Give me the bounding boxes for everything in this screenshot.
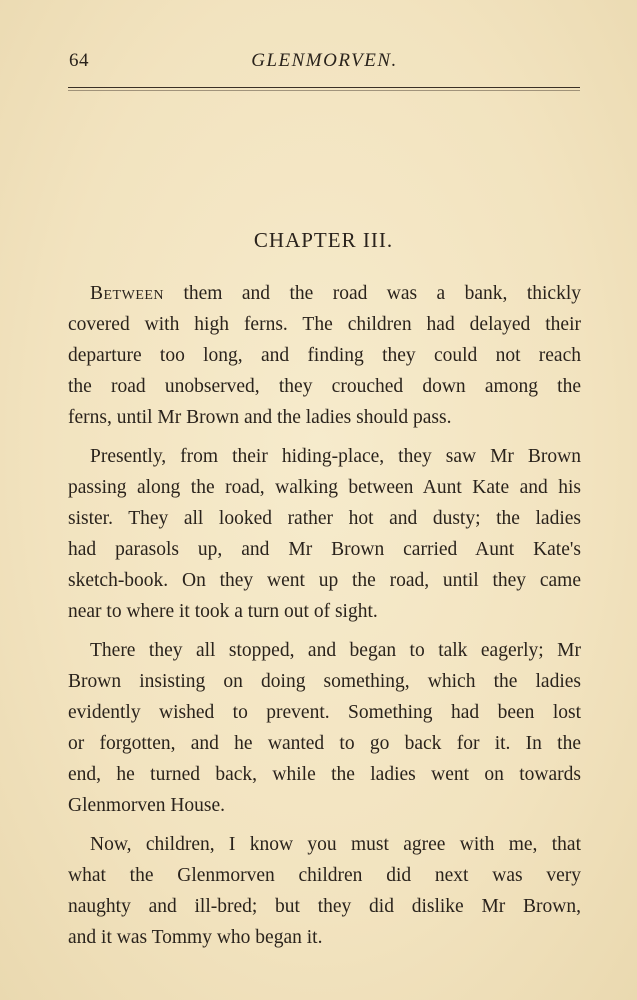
text-line: ferns, until Mr Brown and the ladies should pass. xyxy=(68,407,452,428)
text-line: evidently wished to prevent. Something had been lost xyxy=(68,702,581,723)
text-line: the road unobserved, they crouched down among the xyxy=(68,376,581,397)
text-line xyxy=(68,278,581,309)
header-rule-shadow xyxy=(68,90,580,91)
text-line: sister. They all looked rather hot and dusty; the ladies xyxy=(68,508,581,529)
paragraph-1 xyxy=(68,278,581,433)
text-line: Glenmorven House. xyxy=(68,795,226,816)
header-rule xyxy=(68,87,580,88)
text-line: sketch-book. On they went up the road, until they came xyxy=(68,570,581,591)
text-line: covered with high ferns. The children had delayed their xyxy=(68,314,581,335)
text-line: Presently, from their hiding-place, they saw Mr Brown xyxy=(90,446,581,467)
text-line: Brown insisting on doing something, which the ladies xyxy=(68,671,581,692)
text-line: or forgotten, and he wanted to go back for it. In the xyxy=(68,733,581,754)
paragraph-3 xyxy=(68,635,581,821)
text-line: and it was Tommy who began it. xyxy=(68,927,323,948)
text-line: what the Glenmorven children did next was very xyxy=(68,865,581,886)
text-line: near to where it took a turn out of sight. xyxy=(68,601,378,622)
text-line: end, he turned back, while the ladies went on towards xyxy=(68,764,581,785)
body-text xyxy=(68,278,581,961)
text-line: Now, children, I know you must agree with me, that xyxy=(90,834,581,855)
paragraph-2 xyxy=(68,441,581,627)
text-line: There they all stopped, and began to talk eagerly; Mr xyxy=(90,640,581,661)
line-rest: them and the road was a bank, thickly xyxy=(164,283,581,304)
text-line: passing along the road, walking between Aunt Kate and his xyxy=(68,477,581,498)
small-caps-lead: Between xyxy=(90,283,165,304)
chapter-title: CHAPTER III. xyxy=(253,228,394,252)
text-line: departure too long, and finding they could not reach xyxy=(68,345,581,366)
page-number: 64 xyxy=(69,50,89,71)
text-line: had parasols up, and Mr Brown carried Aunt Kate's xyxy=(68,539,581,560)
paragraph-4 xyxy=(68,829,581,953)
running-head: GLENMORVEN. xyxy=(251,50,398,71)
text-line: naughty and ill-bred; but they did dislike Mr Brown, xyxy=(68,896,581,917)
